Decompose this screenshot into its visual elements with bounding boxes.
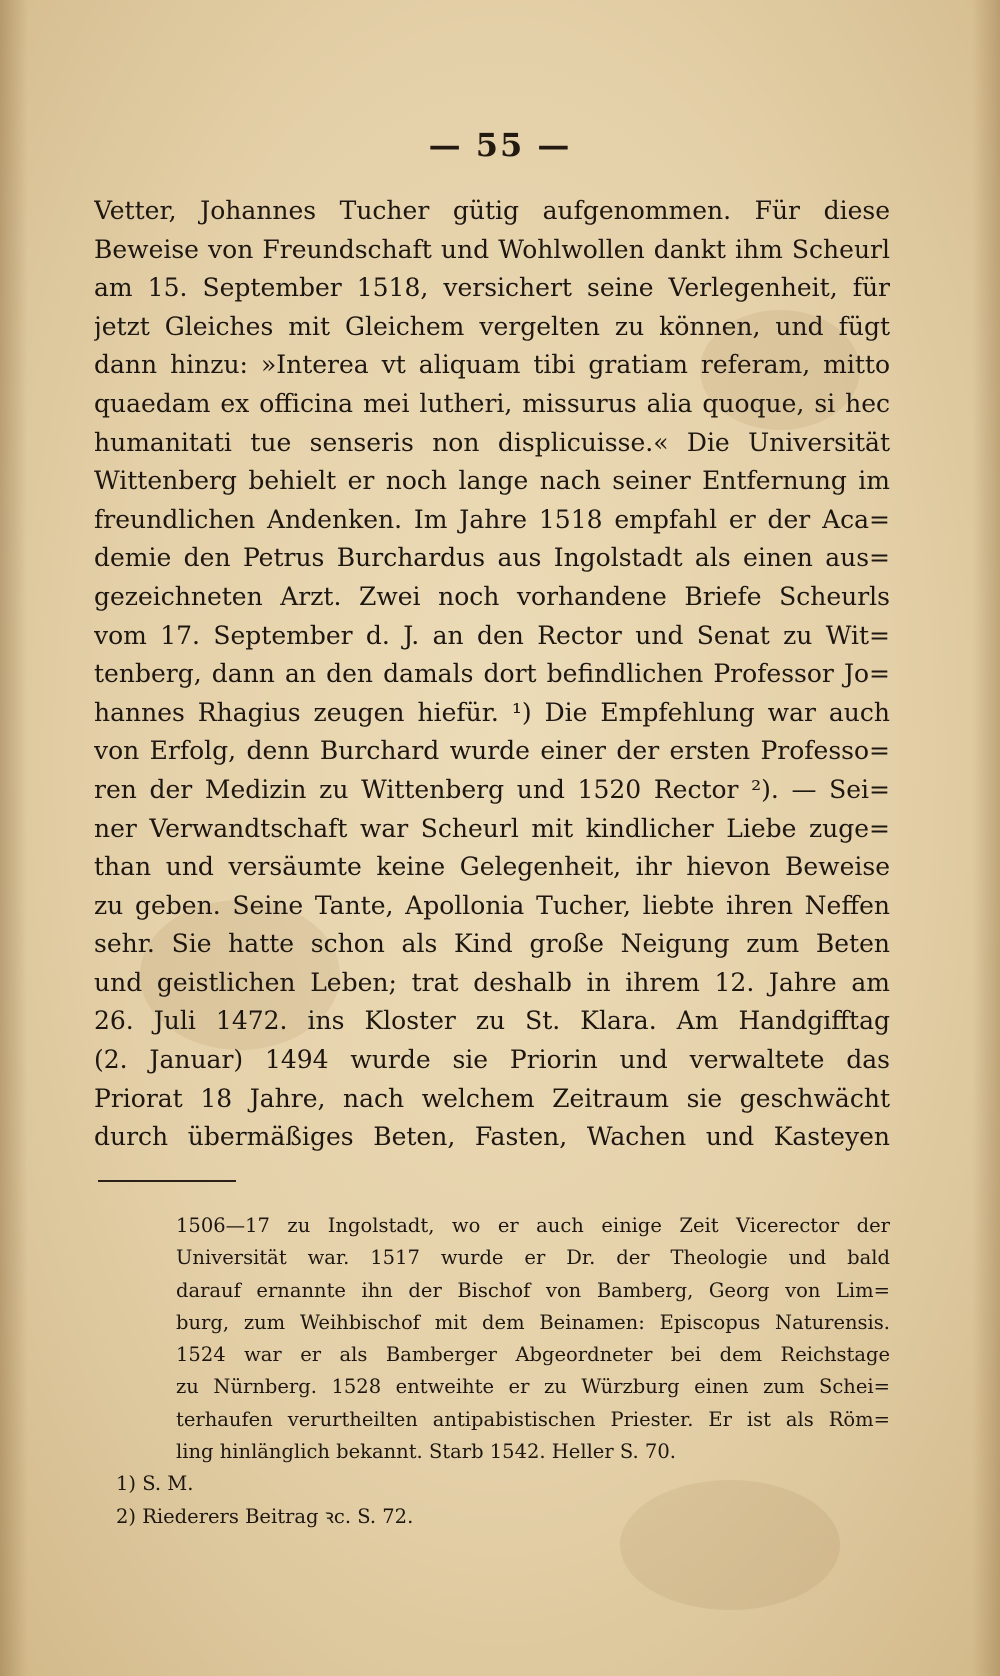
footnote-line: darauf ernannte ihn der Bischof von Bamberg, Georg von Lim= [176,1278,890,1302]
main-text [94,192,890,1157]
text-line: 26. Juli 1472. ins Kloster zu St. Klara. Am Handgifftag [94,1006,890,1036]
footnote-line: Universität war. 1517 wurde er Dr. der Theologie und bald [176,1246,890,1270]
text-line: hannes Rhagius zeugen hiefür. ¹) Die Empfehlung war auch [94,697,890,727]
text-line: dann hinzu: »Interea vt aliquam tibi gratiam referam, mitto [94,350,890,380]
text-line: (2. Januar) 1494 wurde sie Priorin und verwaltete das [94,1045,890,1075]
text-line: tenberg, dann an den damals dort befindlichen Professor Jo= [94,659,890,689]
footnote-separator [98,1180,236,1182]
text-line: von Erfolg, denn Burchard wurde einer der ersten Professo= [94,736,890,766]
page-number: — 55 — [428,126,572,164]
footnote-line: terhaufen verurtheilten antipabistischen Priester. Er ist als Röm= [176,1407,890,1431]
footnote-line: burg, zum Weihbischof mit dem Beinamen: Episcopus Naturensis. [176,1310,890,1334]
text-line: vom 17. September d. J. an den Rector und Senat zu Wit= [94,620,890,650]
text-line: zu geben. Seine Tante, Apollonia Tucher, liebte ihren Neffen [94,890,890,920]
text-line: quaedam ex officina mei lutheri, missurus alia quoque, si hec [94,388,890,418]
text-line: Wittenberg behielt er noch lange nach seiner Entfernung im [94,466,890,496]
text-line: am 15. September 1518, versichert seine Verlegenheit, für [94,273,890,303]
page-edge-shadow-right [972,0,1000,1676]
text-line: Beweise von Freundschaft und Wohlwollen dankt ihm Scheurl [94,234,890,264]
footnote-2: 2) Riederers Beitrag ꝛc. S. 72. [116,1504,414,1528]
text-line: durch übermäßiges Beten, Fasten, Wachen und Kasteyen [94,1122,890,1152]
text-line: jetzt Gleiches mit Gleichem vergelten zu können, und fügt [94,311,890,341]
footnotes [94,1210,890,1533]
footnote-1: 1) S. M. [116,1472,194,1496]
footnote-line: zu Nürnberg. 1528 entweihte er zu Würzburg einen zum Schei= [176,1375,890,1399]
text-line: und geistlichen Leben; trat deshalb in ihrem 12. Jahre am [94,967,890,997]
text-line: ner Verwandtschaft war Scheurl mit kindlicher Liebe zuge= [94,813,890,843]
footnote-line: ling hinlänglich bekannt. Starb 1542. Heller S. 70. [176,1440,676,1464]
text-line: ren der Medizin zu Wittenberg und 1520 Rector ²). — Sei= [94,774,890,804]
text-line: sehr. Sie hatte schon als Kind große Neigung zum Beten [94,929,890,959]
footnote-line: 1524 war er als Bamberger Abgeordneter bei dem Reichstage [176,1343,890,1367]
page-edge-shadow-left [0,0,28,1676]
text-line: freundlichen Andenken. Im Jahre 1518 empfahl er der Aca= [94,504,890,534]
text-line: Priorat 18 Jahre, nach welchem Zeitraum sie geschwächt [94,1083,890,1113]
text-line: than und versäumte keine Gelegenheit, ihr hievon Beweise [94,852,890,882]
footnote-line: 1506—17 zu Ingolstadt, wo er auch einige Zeit Vicerector der [176,1214,890,1237]
text-line: gezeichneten Arzt. Zwei noch vorhandene Briefe Scheurls [94,581,890,611]
text-line: humanitati tue senseris non displicuisse.« Die Universität [94,427,890,457]
text-line: Vetter, Johannes Tucher gütig aufgenommen. Für diese [94,196,890,225]
text-line: demie den Petrus Burchardus aus Ingolstadt als einen aus= [94,543,890,573]
